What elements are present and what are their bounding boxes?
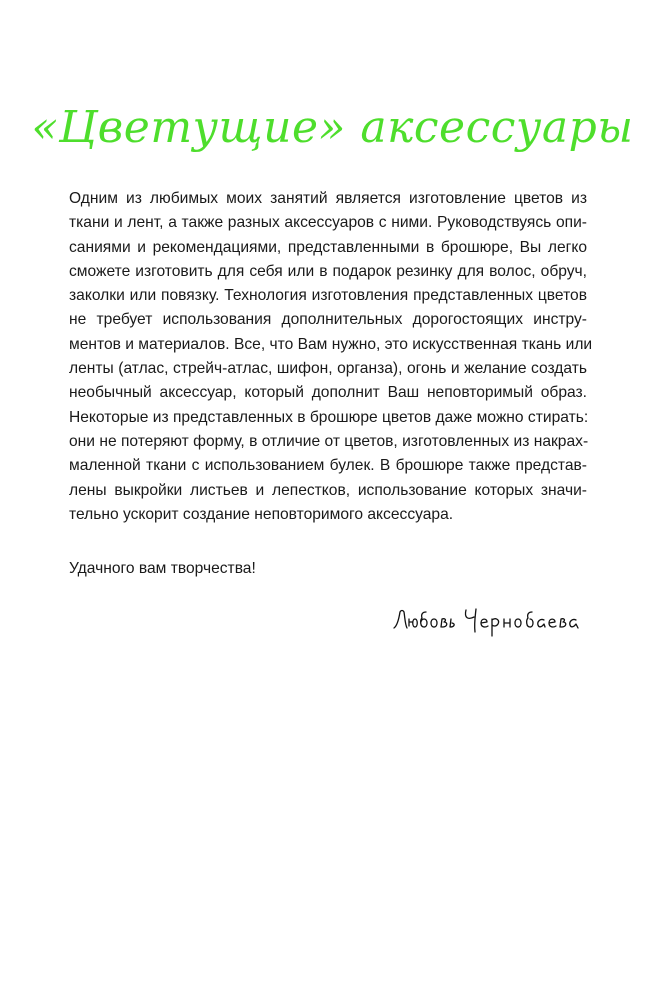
paragraph-line: Некоторые из представленных в брошюре цветов даже можно стирать: <box>69 408 589 426</box>
paragraph-line: тельно ускорит создание неповторимого аксессуара. <box>69 505 454 523</box>
paragraph-line: заколки или повязку. Технология изготовления представленных цветов <box>69 287 587 305</box>
paragraph-line: ленты (атлас, стрейч-атлас, шифон, органза), огонь и желание создать <box>69 360 587 378</box>
paragraph-line: ментов и материалов. Все, что Вам нужно, это искусственная ткань или <box>69 335 593 353</box>
intro-paragraph <box>69 187 593 527</box>
paragraph-line: саниями и рекомендациями, представленными в брошюре, Вы легко <box>69 238 587 256</box>
paragraph-line: необычный аксессуар, который дополнит Ваш неповторимый образ. <box>69 384 587 402</box>
paragraph-line: они не потеряют форму, в отличие от цветов, изготовленных из накрах- <box>69 432 589 450</box>
paragraph-line: не требует использования дополнительных дорогостоящих инстру- <box>69 311 587 329</box>
handwritten-signature <box>388 600 588 640</box>
paragraph-line: Одним из любимых моих занятий является изготовление цветов из <box>69 190 587 207</box>
page-title: «Цветущие» аксессуары <box>31 102 634 153</box>
closing-wish: Удачного вам творчества! <box>69 560 256 577</box>
paragraph-line: ткани и лент, а также разных аксессуаров с ними. Руководствуясь опи- <box>69 214 587 232</box>
paragraph-line: сможете изготовить для себя или в подарок резинку для волос, обруч, <box>69 262 587 280</box>
paragraph-line: лены выкройки листьев и лепестков, использование которых значи- <box>69 481 587 499</box>
paragraph-line: маленной ткани с использованием булек. В брошюре также представ- <box>69 457 587 475</box>
